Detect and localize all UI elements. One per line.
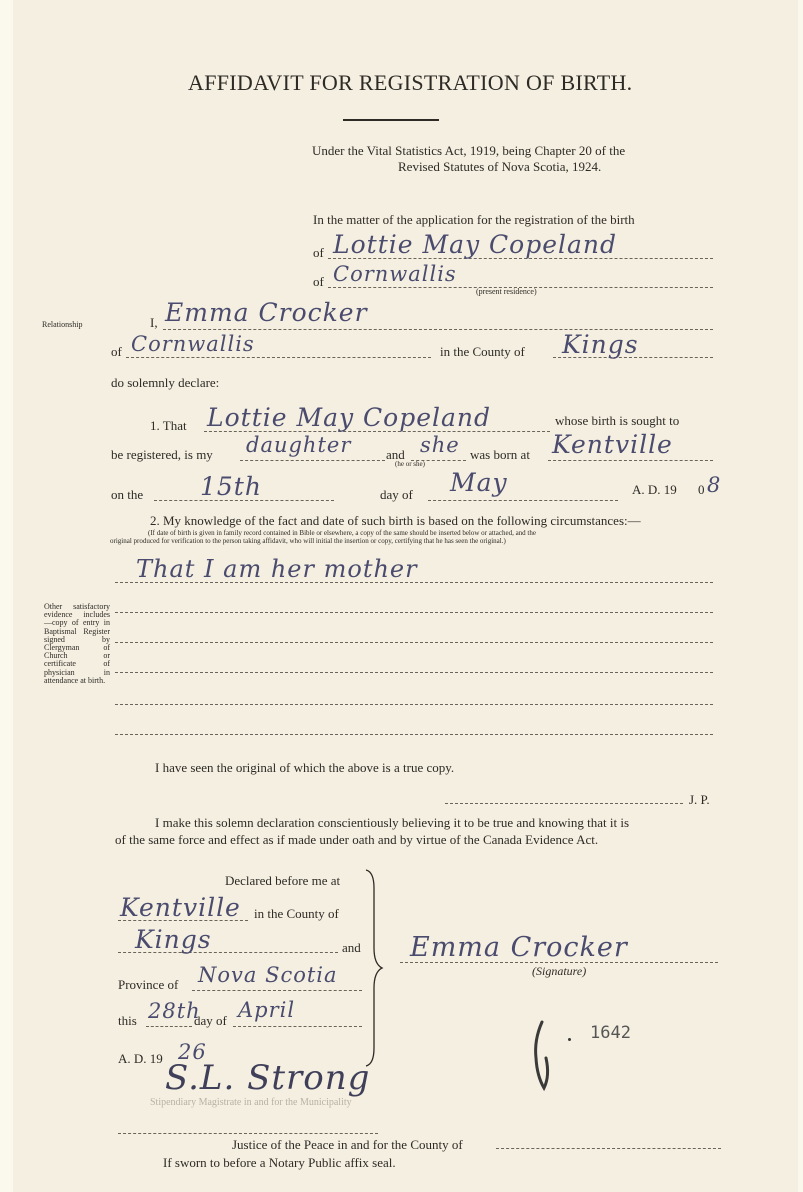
declared-year-handwritten: 26 (178, 1040, 207, 1064)
and-label-2: and (342, 940, 361, 955)
circumstance-line-3 (115, 642, 713, 643)
item1-that: 1. That (150, 418, 187, 433)
item2-note-1: (If date of birth is given in family record contained in Bible or elsewhere, a copy of the same should be inserted below or attached, and the (148, 529, 536, 537)
declared-month-handwritten: April (238, 998, 296, 1022)
pencil-dot (568, 1038, 571, 1041)
birth-month-line (428, 500, 618, 501)
paper-right-margin (798, 0, 803, 1192)
side-note-evidence: Other satisfactory evidence includes —copy of entry in Baptismal Register signed by Clergyman of Church or certificate of physician in attendance at birth. (44, 602, 110, 685)
in-county-of-label: in the County of (440, 344, 525, 359)
he-or-she-note: (he or she) (395, 460, 425, 468)
in-county-label: in the County of (254, 906, 339, 921)
circumstance-line-4 (115, 672, 713, 673)
seen-original-line: I have seen the original of which the above is a true copy. (155, 760, 455, 775)
declarant-place-line (126, 357, 431, 358)
jp-label: J. P. (689, 792, 710, 807)
item2-label: 2. My knowledge of the fact and date of such birth is based on the following circumstances:— (150, 513, 641, 528)
circumstance-line-5 (115, 704, 713, 705)
birthplace-handwritten: Kentville (552, 430, 673, 459)
on-the-label: on the (111, 487, 144, 502)
signature-handwritten: Emma Crocker (410, 932, 628, 963)
act-line-1: Under the Vital Statistics Act, 1919, being Chapter 20 of the (312, 143, 626, 158)
declared-before-label: Declared before me at (225, 873, 341, 888)
day-of-label-2: day of (194, 1013, 227, 1028)
declared-day-line (146, 1026, 192, 1027)
i-label: I, (150, 315, 158, 330)
birth-month-handwritten: May (450, 468, 508, 497)
province-handwritten: Nova Scotia (198, 963, 338, 987)
day-of-label: day of (380, 487, 413, 502)
matter-line: In the matter of the application for the registration of the birth (313, 212, 635, 227)
this-label: this (118, 1013, 137, 1028)
jp-signature-handwritten: S.L. Strong (165, 1058, 371, 1098)
title-rule (343, 119, 439, 121)
bracket-brace (362, 868, 384, 1068)
declared-month-line (233, 1026, 362, 1027)
declaration-line-1: I make this solemn declaration conscientiously believing it to be true and knowing that it is (155, 815, 630, 830)
circumstance-line-6 (115, 734, 713, 735)
declaration-line-2: of the same force and effect as if made under oath and by virtue of the Canada Evidence Act. (115, 832, 599, 847)
whose-birth-label: whose birth is sought to (555, 413, 680, 428)
birth-year-prefix: A. D. 19 (632, 482, 677, 497)
province-of-label: Province of (118, 977, 179, 992)
stamp-number: 1642 (590, 1023, 631, 1043)
of-label-child: of (313, 245, 324, 260)
declared-place-handwritten: Kentville (120, 893, 241, 922)
child-name-handwritten: Lottie May Copeland (333, 230, 618, 259)
solemnly-declare: do solemnly declare: (111, 375, 220, 390)
declarant-name-handwritten: Emma Crocker (165, 298, 368, 327)
declared-county-handwritten: Kings (135, 925, 212, 954)
notary-line: If sworn to before a Notary Public affix seal. (163, 1155, 396, 1170)
province-line (192, 990, 362, 991)
and-label-1: and (386, 447, 405, 462)
circumstance-line-2 (115, 612, 713, 613)
relationship-label: Relationship (42, 320, 83, 329)
of-label-declarant: of (111, 344, 122, 359)
circumstances-handwritten: That I am her mother (136, 555, 418, 583)
justice-sign-line (118, 1133, 378, 1134)
document-title: AFFIDAVIT FOR REGISTRATION OF BIRTH. (188, 70, 633, 95)
was-born-at-label: was born at (470, 447, 530, 462)
jp-sign-line (445, 803, 683, 804)
birth-year-handwritten: 8 (707, 473, 722, 497)
birth-day-handwritten: 15th (200, 472, 262, 501)
act-line-2: Revised Statutes of Nova Scotia, 1924. (398, 159, 602, 174)
residence-handwritten: Cornwallis (333, 262, 457, 286)
of-label-residence: of (313, 274, 324, 289)
declarant-county-handwritten: Kings (562, 330, 639, 359)
justice-county-line (496, 1148, 721, 1149)
pencil-mark (528, 1018, 558, 1092)
paper-left-margin (0, 0, 13, 1192)
present-residence-note: (present residence) (476, 287, 537, 296)
birth-year-printed-digit: 0 (698, 482, 705, 497)
pronoun-handwritten: she (420, 433, 460, 457)
item2-note-2: original produced for verification to the person taking affidavit, who will initial the insertion or copy, certifying that he has seen the original.) (110, 537, 506, 545)
relation-handwritten: daughter (246, 433, 352, 457)
stamp-faint-text: Stipendiary Magistrate in and for the Municipality (150, 1097, 352, 1108)
justice-line: Justice of the Peace in and for the County of (232, 1137, 463, 1152)
ad-label: A. D. 19 (118, 1051, 163, 1066)
relation-line (240, 460, 385, 461)
item1-name-handwritten: Lottie May Copeland (207, 403, 492, 432)
signature-label: (Signature) (532, 964, 587, 978)
be-registered-label: be registered, is my (111, 447, 213, 462)
declarant-place-handwritten: Cornwallis (131, 332, 255, 356)
declared-day-handwritten: 28th (148, 999, 201, 1023)
birthplace-line (548, 460, 713, 461)
